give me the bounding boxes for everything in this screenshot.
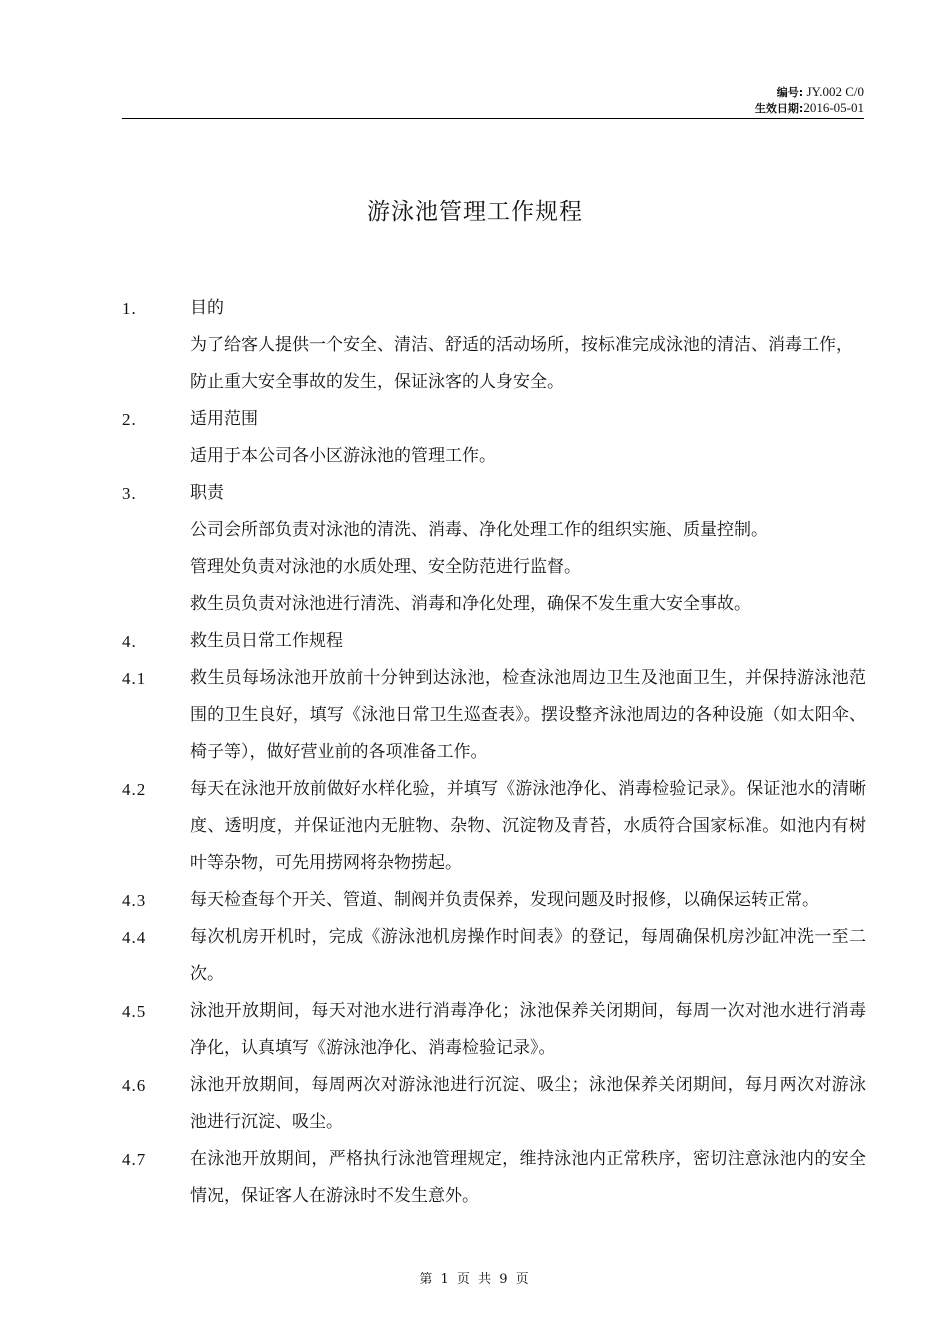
clause-number: 4.6	[122, 1076, 147, 1095]
section-1-heading	[122, 290, 866, 327]
clause-text: 在泳池开放期间，严格执行泳池管理规定，维持泳池内正常秩序，密切注意泳池内的安全情况，保证客人在游泳时不发生意外。	[190, 1149, 866, 1206]
section-4-heading	[122, 623, 866, 660]
section-1-text: 为了给客人提供一个安全、清洁、舒适的活动场所，按标准完成泳池的清洁、消毒工作，防止重大安全事故的发生，保证泳客的人身安全。	[190, 335, 853, 392]
doc-code-line	[122, 84, 864, 100]
clause-number: 4.7	[122, 1150, 147, 1169]
clause-4-5	[122, 993, 866, 1067]
document-title: 游泳池管理工作规程	[367, 199, 583, 225]
doc-code-value: JY.002 C/0	[803, 84, 864, 99]
section-number: 3.	[122, 484, 137, 503]
clause-text: 泳池开放期间，每天对池水进行消毒净化；泳池保养关闭期间，每周一次对池水进行消毒净化，认真填写《游泳池净化、消毒检验记录》。	[190, 1001, 866, 1058]
doc-code-label: 编号:	[776, 86, 804, 99]
section-2-heading	[122, 401, 866, 438]
clause-4-2	[122, 771, 866, 882]
section-3-paragraph-1: 公司会所部负责对泳池的清洗、消毒、净化处理工作的组织实施、质量控制。	[190, 520, 768, 540]
clause-4-6	[122, 1067, 866, 1141]
document-body	[122, 290, 866, 1215]
section-number: 4.	[122, 632, 137, 651]
clause-number: 4.2	[122, 780, 147, 799]
clause-4-1	[122, 660, 866, 771]
section-3-paragraph-3: 救生员负责对泳池进行清洗、消毒和净化处理，确保不发生重大安全事故。	[190, 594, 751, 614]
clause-text: 每天在泳池开放前做好水样化验，并填写《游泳池净化、消毒检验记录》。保证池水的清晰度、透明度，并保证池内无脏物、杂物、沉淀物及青苔，水质符合国家标准。如池内有树叶等杂物，可先用捞网将杂物捞起。	[190, 779, 866, 873]
section-heading: 适用范围	[190, 409, 258, 429]
section-number: 1.	[122, 299, 137, 318]
clause-text: 救生员每场泳池开放前十分钟到达泳池，检查泳池周边卫生及池面卫生，并保持游泳池范围的卫生良好，填写《泳池日常卫生巡查表》。摆设整齐泳池周边的各种设施（如太阳伞、椅子等），做好营业前的各项准备工作。	[190, 668, 866, 762]
clause-text: 泳池开放期间，每周两次对游泳池进行沉淀、吸尘；泳池保养关闭期间，每月两次对游泳池进行沉淀、吸尘。	[190, 1075, 866, 1132]
clause-number: 4.4	[122, 928, 147, 947]
section-2-text: 适用于本公司各小区游泳池的管理工作。	[190, 446, 496, 466]
section-heading: 救生员日常工作规程	[190, 631, 343, 651]
section-3-heading	[122, 475, 866, 512]
section-number: 2.	[122, 410, 137, 429]
section-heading: 职责	[190, 483, 224, 503]
section-heading: 目的	[190, 298, 224, 318]
clause-text: 每次机房开机时，完成《游泳池机房操作时间表》的登记，每周确保机房沙缸冲洗一至二次。	[190, 927, 866, 984]
clause-4-7	[122, 1141, 866, 1215]
clause-4-3	[122, 882, 866, 919]
effective-date-value: 2016-05-01	[803, 100, 864, 115]
clause-text: 每天检查每个开关、管道、制阀并负责保养，发现问题及时报修，以确保运转正常。	[190, 890, 819, 910]
effective-date-line	[122, 100, 864, 116]
document-header	[122, 84, 864, 119]
clause-number: 4.5	[122, 1002, 147, 1021]
effective-date-label: 生效日期:	[754, 102, 804, 115]
clause-4-4	[122, 919, 866, 993]
page-footer: 第 1 页 共 9 页	[419, 1272, 531, 1287]
clause-number: 4.1	[122, 669, 147, 688]
clause-number: 4.3	[122, 891, 147, 910]
section-3-paragraph-2: 管理处负责对泳池的水质处理、安全防范进行监督。	[190, 557, 581, 577]
